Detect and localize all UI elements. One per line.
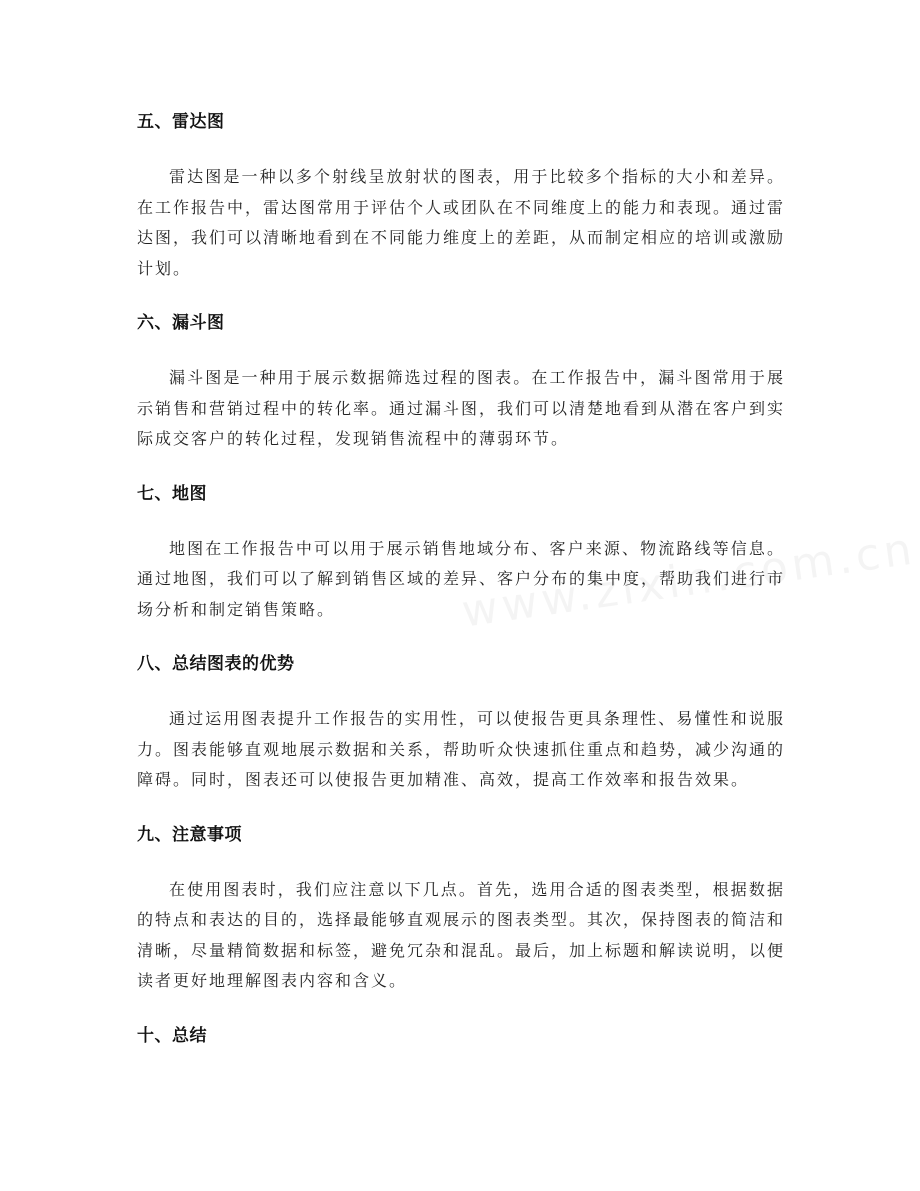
section-funnel-chart	[137, 307, 785, 455]
section-heading: 八、总结图表的优势	[137, 654, 295, 674]
section-heading: 六、漏斗图	[137, 313, 225, 333]
section-heading: 十、总结	[137, 1025, 207, 1046]
section-heading: 九、注意事项	[137, 824, 242, 845]
section-heading: 五、雷达图	[137, 112, 225, 132]
section-paragraph: 漏斗图是一种用于展示数据筛选过程的图表。在工作报告中，漏斗图常用于展示销售和营销过程中的转化率。通过漏斗图，我们可以清楚地看到从潜在客户到实际成交客户的转化过程，发现销售流程中的薄弱环节。	[137, 368, 786, 448]
section-paragraph: 地图在工作报告中可以用于展示销售地域分布、客户来源、物流路线等信息。通过地图，我们可以了解到销售区域的差异、客户分布的集中度，帮助我们进行市场分析和制定销售策略。	[137, 538, 786, 619]
section-paragraph: 通过运用图表提升工作报告的实用性，可以使报告更具条理性、易懂性和说服力。图表能够直观地展示数据和关系，帮助听众快速抓住重点和趋势，减少沟通的障碍。同时，图表还可以使报告更加精准、高效，提高工作效率和报告效果。	[137, 709, 786, 789]
section-heading: 七、地图	[137, 483, 207, 504]
section-radar-chart	[137, 106, 785, 284]
section-paragraph: 雷达图是一种以多个射线呈放射状的图表，用于比较多个指标的大小和差异。在工作报告中，雷达图常用于评估个人或团队在不同维度上的能力和表现。通过雷达图，我们可以清晰地看到在不同能力维度上的差距，从而制定相应的培训或激励计划。	[137, 167, 786, 278]
section-summary	[137, 1020, 785, 1052]
document-content	[137, 106, 785, 1076]
section-chart-advantages	[137, 648, 785, 796]
section-precautions	[137, 819, 785, 997]
section-map	[137, 478, 785, 626]
section-paragraph: 在使用图表时，我们应注意以下几点。首先，选用合适的图表类型，根据数据的特点和表达的目的，选择最能够直观展示的图表类型。其次，保持图表的简洁和清晰，尽量精简数据和标签，避免冗杂和混乱。最后，加上标题和解读说明，以便读者更好地理解图表内容和含义。	[137, 879, 786, 990]
